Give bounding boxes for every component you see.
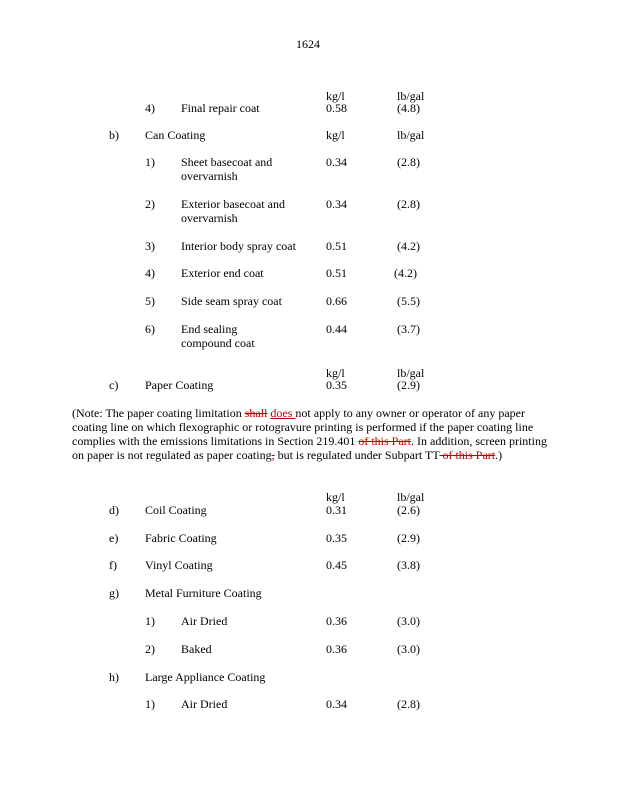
kg-value: 0.51 bbox=[326, 266, 347, 280]
section-title: Vinyl Coating bbox=[145, 558, 213, 572]
kg-value: 0.44 bbox=[326, 322, 347, 336]
deleted-text: of this Part bbox=[358, 434, 411, 448]
item-number: 1) bbox=[145, 155, 155, 169]
section-title: Fabric Coating bbox=[145, 531, 217, 545]
paper-coating-note bbox=[72, 406, 552, 462]
item-number: 6) bbox=[145, 322, 155, 336]
kg-value: 0.66 bbox=[326, 294, 347, 308]
lb-value: (4.2) bbox=[397, 239, 420, 253]
note-text: not apply to any owner or operator of any paper coating line on which flexographic or rotogravure printing is performed if the paper coating line complies with the emissions limitations in Section 219.401 bbox=[72, 406, 534, 448]
section-title: Large Appliance Coating bbox=[145, 670, 266, 684]
item-number: 2) bbox=[145, 642, 155, 656]
kg-value: 0.34 bbox=[326, 197, 347, 211]
kg-value: 0.36 bbox=[326, 614, 347, 628]
item-number: 4) bbox=[145, 266, 155, 280]
item-label: Final repair coat bbox=[181, 101, 260, 115]
lb-value: (2.9) bbox=[397, 531, 420, 545]
unit-kg-header: kg/l bbox=[326, 128, 345, 142]
note-text: (Note: The paper coating limitation bbox=[72, 406, 245, 420]
note-text: but is regulated under Subpart TT bbox=[274, 448, 440, 462]
kg-value: 0.31 bbox=[326, 503, 347, 517]
item-number: 1) bbox=[145, 614, 155, 628]
lb-value: (5.5) bbox=[397, 294, 420, 308]
note-text: . In addition, screen printing on paper is not regulated as paper coating bbox=[72, 434, 547, 462]
item-label-continued: overvarnish bbox=[181, 211, 238, 225]
unit-lb-header: lb/gal bbox=[397, 128, 425, 142]
lb-value: (2.8) bbox=[397, 155, 420, 169]
section-letter: e) bbox=[109, 531, 119, 545]
kg-value: 0.36 bbox=[326, 642, 347, 656]
unit-lb-header: lb/gal bbox=[397, 366, 425, 380]
lb-value: (3.8) bbox=[397, 558, 420, 572]
item-number: 5) bbox=[145, 294, 155, 308]
item-label: End sealing bbox=[181, 322, 238, 336]
section-letter: h) bbox=[109, 670, 119, 684]
lb-value: (2.8) bbox=[397, 697, 420, 711]
item-label: Exterior basecoat and bbox=[181, 197, 285, 211]
lb-value: (2.8) bbox=[397, 197, 420, 211]
deleted-text: , bbox=[271, 448, 275, 462]
inserted-text: does bbox=[270, 406, 296, 420]
kg-value: 0.35 bbox=[326, 378, 347, 392]
item-label-continued: overvarnish bbox=[181, 169, 238, 183]
lb-value: (3.0) bbox=[397, 642, 420, 656]
section-letter: f) bbox=[109, 558, 117, 572]
kg-value: 0.34 bbox=[326, 155, 347, 169]
item-label: Air Dried bbox=[181, 697, 228, 711]
deleted-text: of this Part bbox=[439, 448, 496, 462]
note-text: .) bbox=[495, 448, 503, 462]
section-title: Paper Coating bbox=[145, 378, 214, 392]
section-letter: c) bbox=[109, 378, 119, 392]
item-label: Exterior end coat bbox=[181, 266, 264, 280]
unit-kg-header: kg/l bbox=[326, 366, 345, 380]
unit-kg-header: kg/l bbox=[326, 89, 345, 103]
lb-value: (3.0) bbox=[397, 614, 420, 628]
section-letter: b) bbox=[109, 128, 119, 142]
kg-value: 0.51 bbox=[326, 239, 347, 253]
section-letter: d) bbox=[109, 503, 119, 517]
page-number: 1624 bbox=[296, 37, 320, 51]
kg-value: 0.45 bbox=[326, 558, 347, 572]
item-label: Interior body spray coat bbox=[181, 239, 296, 253]
lb-value: (4.8) bbox=[397, 101, 420, 115]
kg-value: 0.58 bbox=[326, 101, 347, 115]
item-number: 3) bbox=[145, 239, 155, 253]
lb-value: (3.7) bbox=[397, 322, 420, 336]
item-label: Sheet basecoat and bbox=[181, 155, 273, 169]
lb-value: (4.2) bbox=[394, 266, 417, 280]
item-label: Baked bbox=[181, 642, 212, 656]
kg-value: 0.35 bbox=[326, 531, 347, 545]
unit-lb-header: lb/gal bbox=[397, 490, 425, 504]
item-number: 4) bbox=[145, 101, 155, 115]
lb-value: (2.9) bbox=[397, 378, 420, 392]
unit-lb-header: lb/gal bbox=[397, 89, 425, 103]
item-label: Air Dried bbox=[181, 614, 228, 628]
item-number: 2) bbox=[145, 197, 155, 211]
item-number: 1) bbox=[145, 697, 155, 711]
section-title: Metal Furniture Coating bbox=[145, 586, 262, 600]
item-label-continued: compound coat bbox=[181, 336, 255, 350]
kg-value: 0.34 bbox=[326, 697, 347, 711]
deleted-text: shall bbox=[244, 406, 268, 420]
section-title: Coil Coating bbox=[145, 503, 207, 517]
section-title: Can Coating bbox=[145, 128, 206, 142]
section-letter: g) bbox=[109, 586, 119, 600]
item-label: Side seam spray coat bbox=[181, 294, 282, 308]
lb-value: (2.6) bbox=[397, 503, 420, 517]
unit-kg-header: kg/l bbox=[326, 490, 345, 504]
